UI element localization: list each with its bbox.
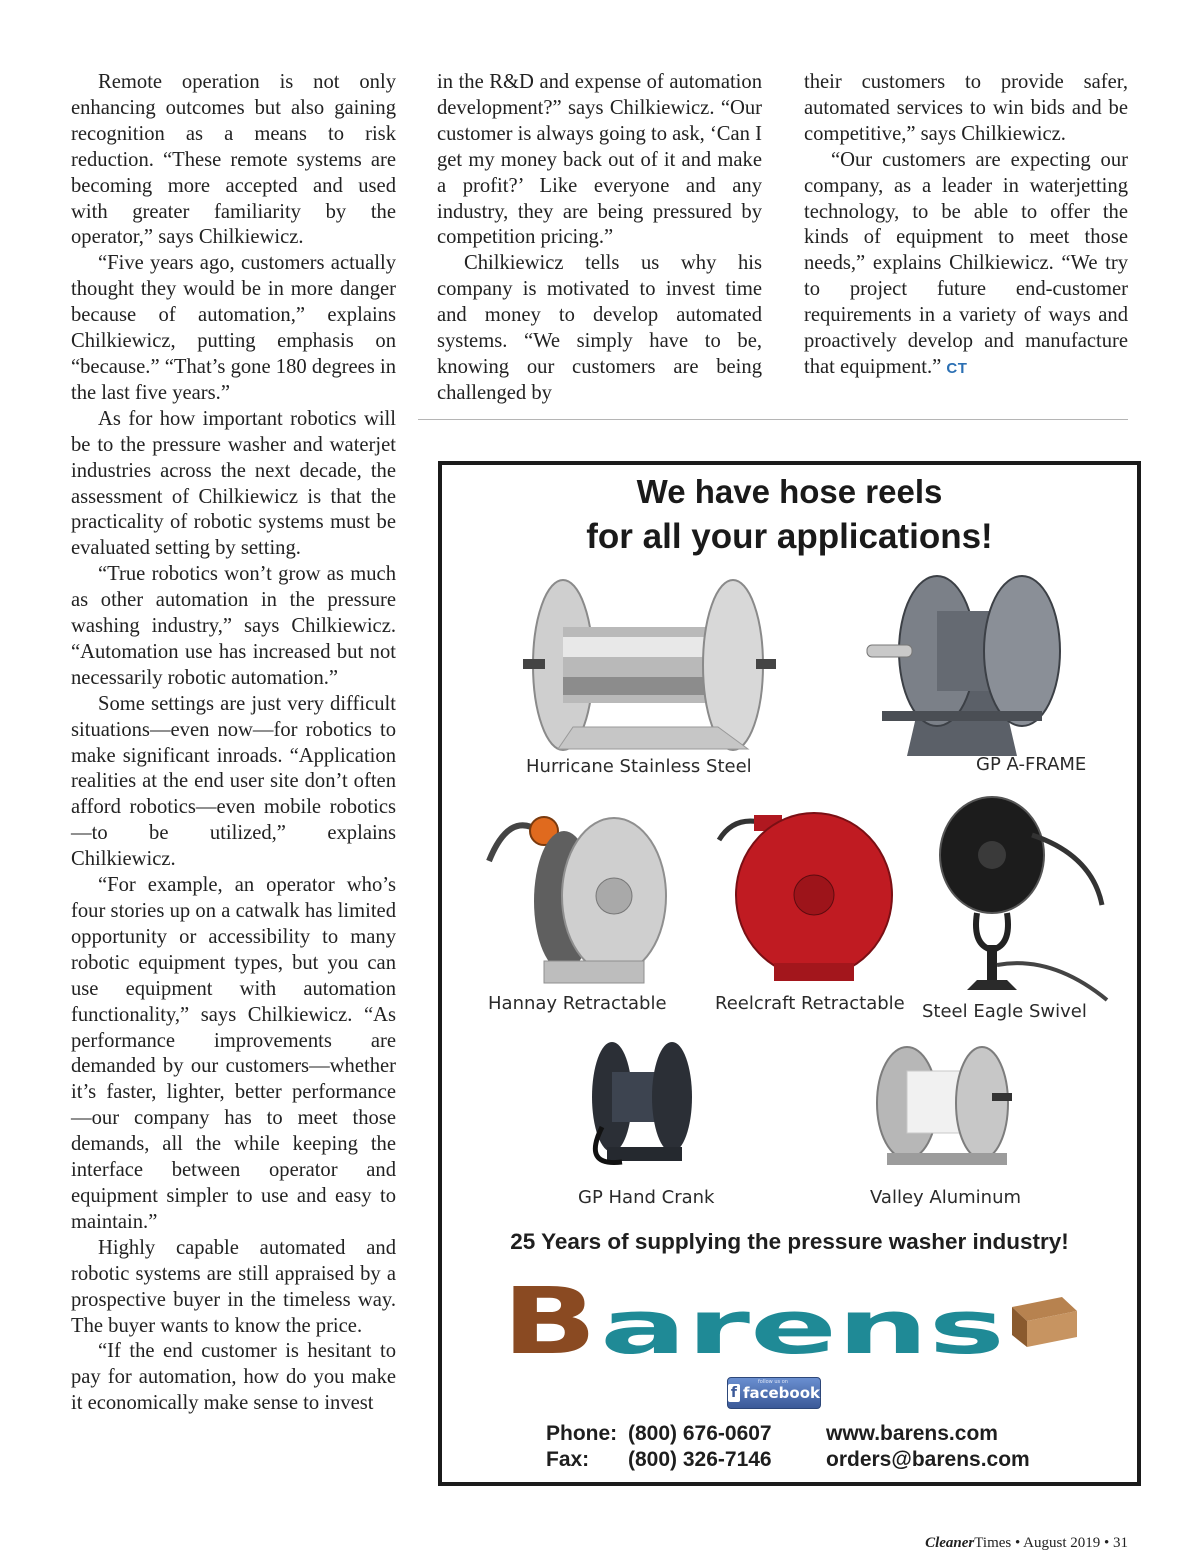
product-label: Hannay Retractable <box>488 993 667 1014</box>
product-label: Valley Aluminum <box>870 1187 1022 1208</box>
paragraph: “If the end customer is hesitant to pay for automation, how do you make it economically make sense to invest <box>71 1340 396 1415</box>
product-label: GP Hand Crank <box>578 1187 715 1208</box>
email-link[interactable]: orders@barens.com <box>826 1448 1030 1471</box>
paragraph: Remote operation is not only enhancing outcomes but also gaining recognition as a means to risk reduction. “These remote systems are becoming more accepted and used with greater familiarity by the operator,” says Chilkiewicz. <box>71 71 396 249</box>
a-frame-reel-icon <box>862 571 1062 761</box>
facebook-small-text: follow us on <box>758 1379 788 1385</box>
article-column-1 <box>71 70 396 1417</box>
paragraph: As for how important robotics will be to the pressure washer and waterjet industries across the next decade, the assessment of Chilkiewicz is that the practicality of robotic systems must be evaluated setting by setting. <box>71 407 396 560</box>
paragraph: “True robotics won’t grow as much as other automation in the pressure washing industry,” says Chilkiewicz. “Automation use has increased but not necessarily robotic automation.” <box>71 563 396 689</box>
ad-tagline: 25 Years of supplying the pressure washer industry! <box>510 1229 1069 1254</box>
barens-advertisement <box>438 461 1141 1486</box>
fax-label: Fax: <box>546 1448 590 1471</box>
svg-text:B: B <box>502 1277 597 1359</box>
product-label: Reelcraft Retractable <box>715 993 905 1014</box>
swivel-reel-icon <box>932 795 1112 1005</box>
paragraph-text: “Our customers are expecting our company, as a leader in waterjetting technology, to be able to offer the kinds of equipment to meet those needs,” explains Chilkiewicz. “We try to project future end-customer requirements in a variety of ways and proactively develop and manufacture that equipment.” <box>804 148 1128 378</box>
fax-number: (800) 326-7146 <box>628 1448 772 1471</box>
product-label: Hurricane Stainless Steel <box>526 756 752 777</box>
magazine-brand: Cleaner <box>925 1535 975 1551</box>
phone-number: (800) 676-0607 <box>628 1422 772 1445</box>
article-column-3 <box>804 70 1128 382</box>
facebook-icon: f <box>728 1384 740 1402</box>
paragraph: “For example, an operator who’s four stories up on a catwalk has limited opportunity or accessibility to many robotic equipment types, but you can use equipment with automation functionality,” says Chilkiewicz. “As performance improvements are demanded by our customers—whether it’s faster, lighter, better performance—our company has to meet those demands, all the while keeping the interface between operator and equipment simpler to use and easy to maintain.” <box>71 874 396 1233</box>
product-label: GP A-FRAME <box>976 754 1087 775</box>
paragraph: in the R&D and expense of automation development?” says Chilkiewicz. “Our customer is always going to ask, ‘Can I get my money back out of it and make a profit?’ Like everyone and any industry, they are being pressured by competition pricing.” <box>437 71 762 249</box>
stainless-reel-icon <box>518 577 778 753</box>
product-label: Steel Eagle Swivel <box>922 1001 1087 1022</box>
aluminum-reel-icon <box>872 1043 1022 1173</box>
paragraph: Chilkiewicz tells us why his company is motivated to invest time and money to develop automated systems. “We simply have to be, knowing our customers are being challenged by <box>437 252 762 404</box>
page-footer <box>925 1535 1128 1552</box>
reelcraft-reel-icon <box>714 805 904 985</box>
svg-text:arens: arens <box>600 1285 1005 1359</box>
paragraph: Highly capable automated and robotic systems are still appraised by a prospective buyer in the timeless way. The buyer wants to know the price. <box>71 1236 396 1337</box>
ad-headline-1: We have hose reels <box>636 473 943 510</box>
paragraph: “Five years ago, customers actually thought they would be in more danger because of automation,” explains Chilkiewicz, putting emphasis on “because.” “That’s gone 180 degrees in the last five years.” <box>71 252 396 404</box>
facebook-label: facebook <box>742 1384 820 1402</box>
article-column-2 <box>437 70 762 407</box>
website-link[interactable]: www.barens.com <box>826 1422 998 1445</box>
hannay-reel-icon <box>484 801 674 991</box>
paragraph: Some settings are just very difficult situations—even now—for robotics to make significant inroads. “Application realities at the end user site don’t often afford robotics—even mobile robotics—to be utilized,” explains Chilkiewicz. <box>71 692 396 871</box>
page-number: 31 <box>1113 1535 1128 1551</box>
ad-headline-2: for all your applications! <box>586 517 993 556</box>
end-mark: CT <box>946 359 968 377</box>
magazine-brand-rest: Times <box>974 1535 1012 1551</box>
paragraph: their customers to provide safer, automated services to win bids and be competitive,” says Chilkiewicz. <box>804 71 1128 145</box>
hand-crank-reel-icon <box>582 1037 702 1177</box>
section-divider <box>418 419 1128 420</box>
phone-label: Phone: <box>546 1422 618 1445</box>
paragraph <box>804 148 1128 382</box>
barens-logo <box>502 1277 1082 1359</box>
facebook-button[interactable] <box>727 1377 821 1409</box>
issue-date: • August 2019 • <box>1014 1535 1110 1551</box>
